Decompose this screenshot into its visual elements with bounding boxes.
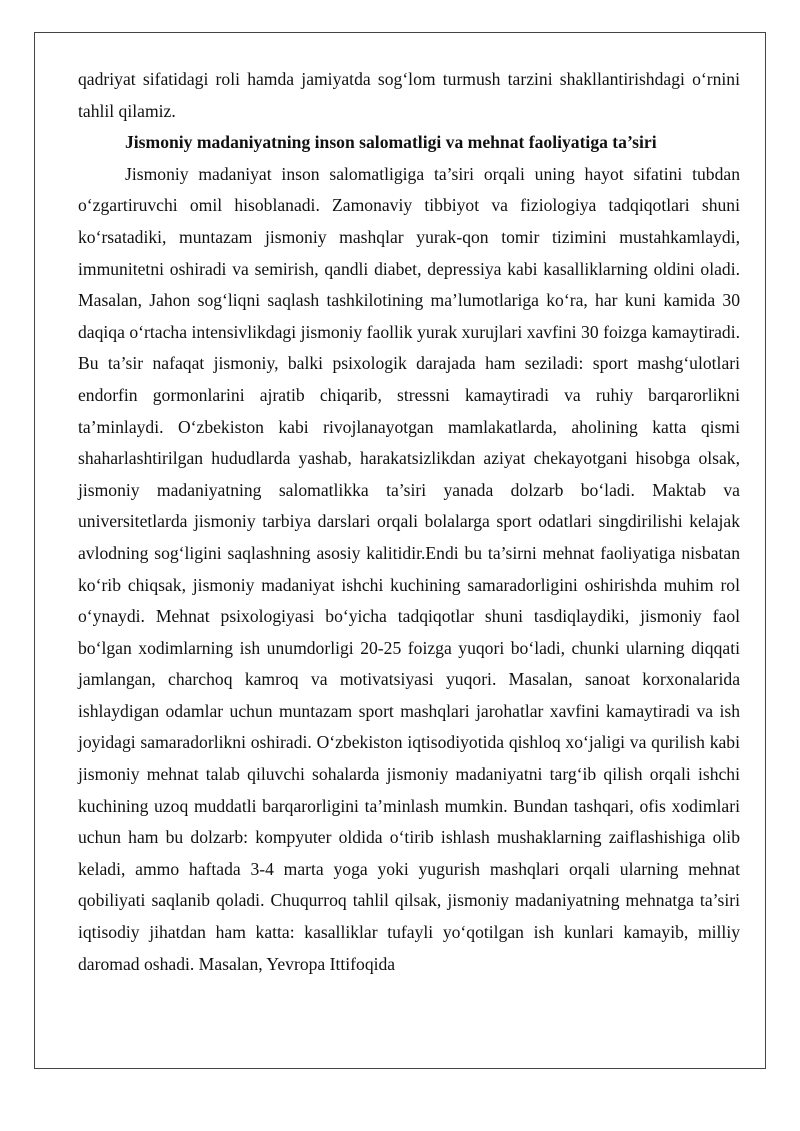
section-heading: Jismoniy madaniyatning inson salomatligi va mehnat faoliyatiga ta’siri <box>125 132 657 153</box>
body-paragraph: Jismoniy madaniyat inson salomatligiga ta’siri orqali uning hayot sifatini tubdan o‘zgartiruvchi omil hisoblanadi. Zamonaviy tibbiyot va fiziologiya tadqiqotlari shuni ko‘rsatadiki, muntazam jismoniy mashqlar yurak-qon tomir tizimini mustahkamlaydi, immunitetni oshiradi va semirish, qandli diabet, depressiya kabi kasalliklarning oldini oladi. Masalan, Jahon sog‘liqni saqlash tashkilotining ma’lumotlariga ko‘ra, har kuni kamida 30 daqiqa o‘rtacha intensivlikdagi jismoniy faollik yurak xurujlari xavfini 30 foizga kamaytiradi. Bu ta’sir nafaqat jismoniy, balki psixologik darajada ham seziladi: sport mashg‘ulotlari endorfin gormonlarini ajratib chiqarib, stressni kamaytiradi va ruhiy barqarorlikni ta’minlaydi. O‘zbekiston kabi rivojlanayotgan mamlakatlarda, aholining katta qismi shaharlashtirilgan hududlarda yashab, harakatsizlikdan aziyat chekayotgani hisobga olsak, jismoniy madaniyatning salomatlikka ta’siri yanada dolzarb bo‘ladi. Maktab va universitetlarda jismoniy tarbiya darslari orqali bolalarga sport odatlari singdirilishi kelajak avlodning sog‘ligini saqlashning asosiy kalitidir.Endi bu ta’sirni mehnat faoliyatiga nisbatan ko‘rib chiqsak, jismoniy madaniyat ishchi kuchining samaradorligini oshirishda muhim rol o‘ynaydi. Mehnat psixologiyasi bo‘yicha tadqiqotlar shuni tasdiqlaydiki, jismoniy faol bo‘lgan xodimlarning ish unumdorligi 20-25 foizga yuqori bo‘ladi, chunki ularning diqqati jamlangan, charchoq kamroq va motivatsiyasi yuqori. Masalan, sanoat korxonalarida ishlaydigan odamlar uchun muntazam sport mashqlari jarohatlar xavfini kamaytiradi va ish joyidagi samaradorlikni oshiradi. O‘zbekiston iqtisodiyotida qishloq xo‘jaligi va qurilish kabi jismoniy mehnat talab qiluvchi sohalarda jismoniy madaniyatni targ‘ib qilish orqali ishchi kuchining uzoq muddatli barqarorligini ta’minlash mumkin. Bundan tashqari, ofis xodimlari uchun ham bu dolzarb: kompyuter oldida o‘tirib ishlash mushaklarning zaiflashishiga olib keladi, ammo haftada 3-4 marta yoga yoki yugurish mashqlari orqali ularning mehnat qobiliyati saqlanib qoladi. Chuqurroq tahlil qilsak, jismoniy madaniyatning mehnatga ta’siri iqtisodiy jihatdan ham katta: kasalliklar tufayli yo‘qotilgan ish kunlari kamayib, milliy daromad oshadi. Masalan, Yevropa Ittifoqida <box>78 163 740 974</box>
intro-paragraph: qadriyat sifatidagi roli hamda jamiyatda sog‘lom turmush tarzini shakllantirishdagi o‘rnini tahlil qilamiz. <box>78 69 740 121</box>
document-body <box>78 64 740 980</box>
